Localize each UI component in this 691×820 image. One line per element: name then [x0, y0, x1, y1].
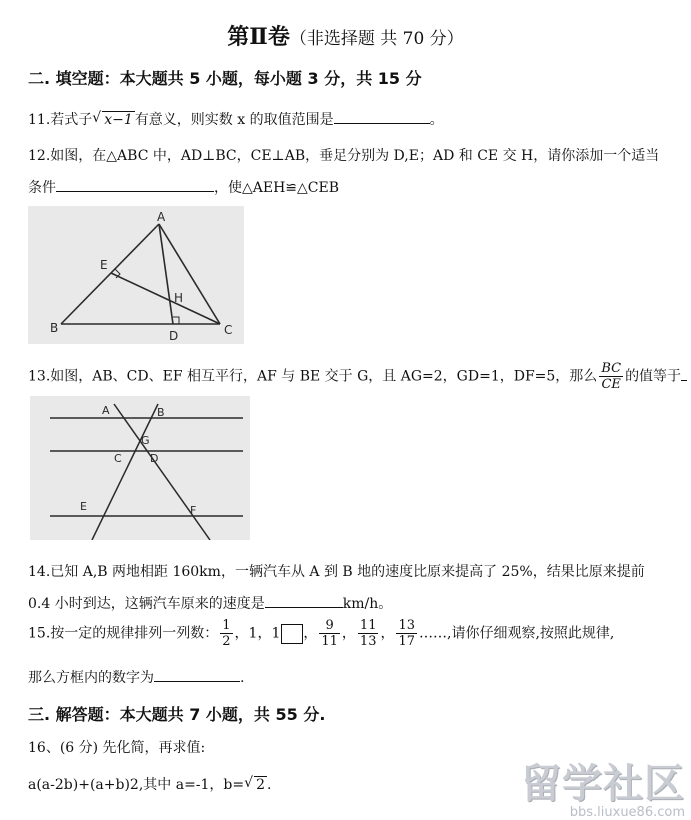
- fraction-2: $\frac{9}{11}$: [321, 618, 338, 649]
- sqrt-expression: √ x−1: [92, 110, 133, 128]
- watermark: [521, 752, 685, 820]
- question-14-line2: 0.4 小时到达，这辆汽车原来的速度是 km/h。: [28, 593, 392, 613]
- label-E: E: [100, 258, 108, 272]
- label-F: F: [190, 504, 197, 517]
- title-sub: （非选择题 共 70 分）: [289, 29, 464, 49]
- section3-heading: 三. 解答题：本大题共 7 小题，共 55 分.: [28, 705, 326, 724]
- question-14-line1: 14.已知 A,B 两地相距 160km，一辆汽车从 A 到 B 地的速度比原来提高了 25%，结果比原来提前: [28, 564, 645, 580]
- answer-blank-15[interactable]: [154, 667, 240, 682]
- sqrt-two: √ 2: [244, 775, 266, 793]
- label-A: A: [102, 404, 110, 417]
- question-12-line2: 条件 ，使△AEH≌△CEB: [28, 177, 339, 197]
- question-11: 11.若式子 √ x−1 有意义，则实数 x 的取值范围是 。: [28, 110, 444, 128]
- figure-triangle: [28, 206, 244, 344]
- question-13: 13.如图，AB、CD、EF 相互平行，AF 与 BE 交于 G，且 AG=2，GD=1，DF=5，那么 $\frac{BC}{CE}$ 的值等于: [28, 361, 687, 392]
- label-D: D: [169, 329, 179, 343]
- question-15-line2: 那么方框内的数字为 .: [28, 667, 244, 687]
- question-16-line1: 16、(6 分) 先化简，再求值:: [28, 740, 206, 756]
- fraction-bc-ce: $\frac{BC}{CE}$: [601, 361, 622, 392]
- triangle-diagram: [28, 206, 244, 344]
- question-12-line1: 12.如图，在△ABC 中，AD⊥BC，CE⊥AB，垂足分别为 D,E；AD 和 CE 交 H，请你添加一个适当: [28, 148, 660, 164]
- label-G: G: [141, 434, 150, 447]
- parallel-lines-diagram: [30, 396, 250, 540]
- label-E: E: [80, 500, 87, 513]
- fraction-3: $\frac{11}{13}$: [359, 618, 377, 649]
- label-C: C: [224, 323, 233, 337]
- watermark-site: bbs.liuxue86.com: [569, 805, 685, 820]
- label-D: D: [150, 452, 159, 465]
- figure-parallel-lines: [30, 396, 250, 540]
- section2-heading: 二. 填空题：本大题共 5 小题，每小题 3 分，共 15 分: [28, 69, 422, 88]
- answer-blank-11[interactable]: [334, 109, 430, 124]
- watermark-logo: 留学社区: [521, 761, 685, 807]
- fraction-4: $\frac{13}{17}$: [398, 618, 416, 649]
- question-15-line1: 15.按一定的规律排列一列数： $\frac{1}{2}$ ，1，1 ， $\frac{9}{11}$ ， $\frac{11}{13}$ ， $\frac{13}{17}$ ……,请你仔细观察,按照此规律,: [28, 618, 615, 649]
- page-title: [0, 20, 691, 51]
- answer-blank-12[interactable]: [56, 177, 214, 192]
- question-16-line2: a(a-2b)+(a+b)2,其中 a=-1，b= √ 2 .: [28, 775, 272, 793]
- label-H: H: [174, 291, 184, 305]
- label-C: C: [114, 452, 122, 465]
- label-A: A: [157, 210, 166, 224]
- fraction-1: $\frac{1}{2}$: [222, 618, 231, 649]
- label-B: B: [157, 406, 165, 419]
- answer-box[interactable]: [281, 624, 303, 644]
- title-main: 第Ⅱ卷: [227, 24, 290, 50]
- answer-blank-13[interactable]: [681, 366, 687, 381]
- label-B: B: [50, 321, 59, 335]
- answer-blank-14[interactable]: [265, 593, 343, 608]
